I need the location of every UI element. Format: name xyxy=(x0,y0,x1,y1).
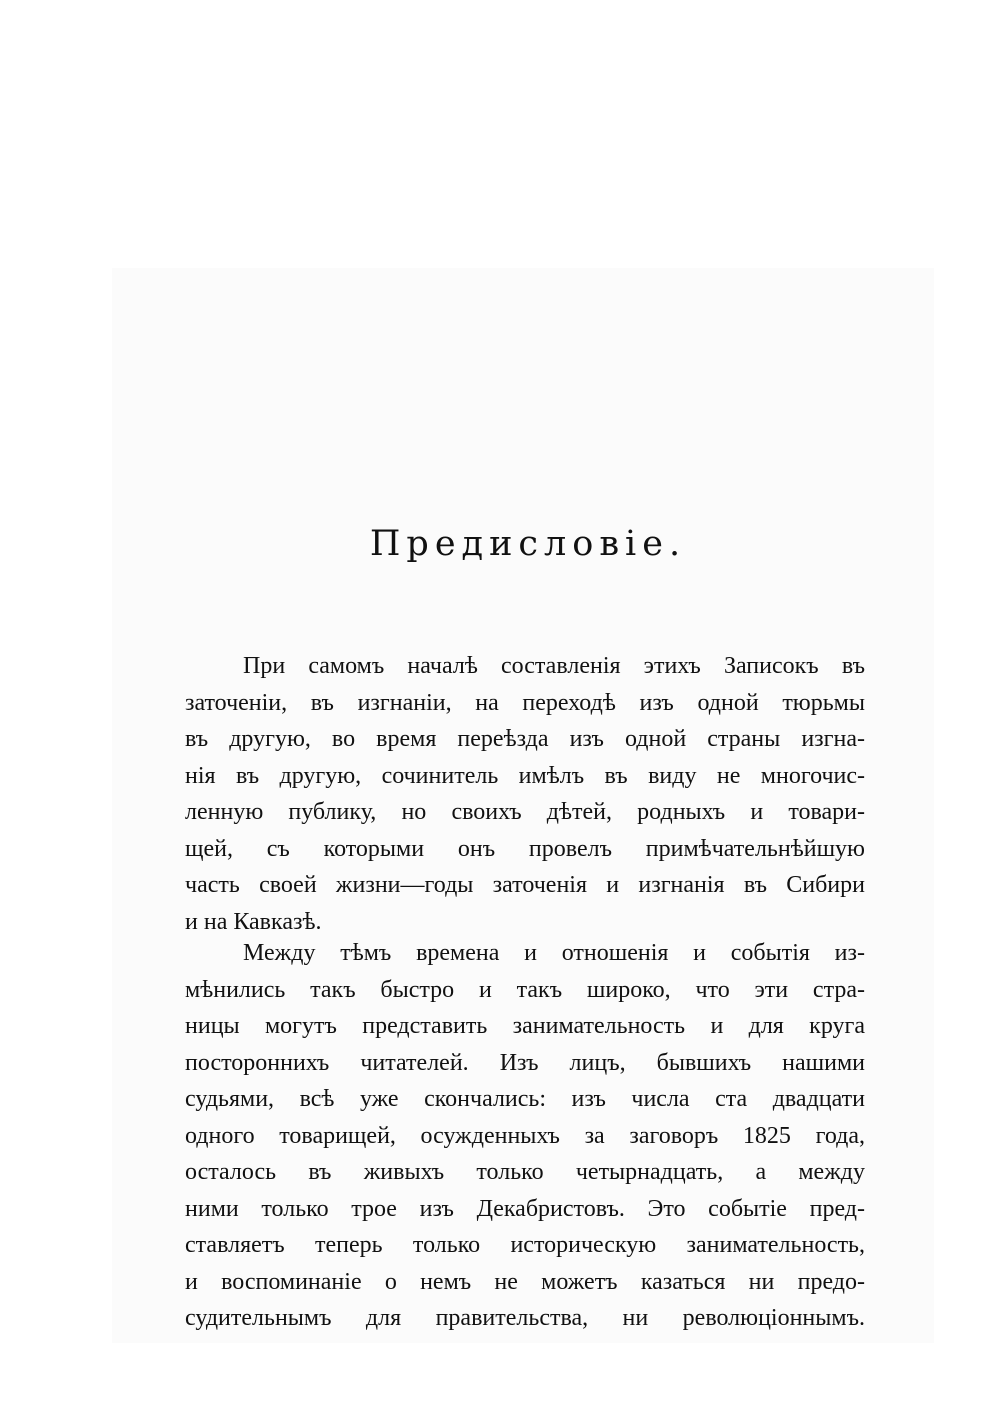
text-line: нія въ другую, сочинитель имѣлъ въ виду не многочис- xyxy=(185,762,865,789)
text-line: ними только трое изъ Декабристовъ. Это событіе пред- xyxy=(185,1195,865,1222)
text-line: и воспоминаніе о немъ не можетъ казаться ни предо- xyxy=(185,1268,865,1295)
text-line: судительнымъ для правительства, ни революціоннымъ. xyxy=(185,1305,865,1331)
text-line: щей, съ которыми онъ провелъ примѣчательнѣйшую xyxy=(185,835,865,862)
text-line: осталось въ живыхъ только четырнадцать, а между xyxy=(185,1159,865,1185)
text-line: ленную публику, но своихъ дѣтей, родныхъ и товари- xyxy=(185,799,865,825)
text-line: въ другую, во время переѣзда изъ одной страны изгна- xyxy=(185,726,865,752)
text-line: Между тѣмъ времена и отношенія и событія из- xyxy=(243,940,865,966)
text-line: судьями, всѣ уже скончались: изъ числа ста двадцати xyxy=(185,1086,865,1112)
text-line: ставляетъ теперь только историческую занимательность, xyxy=(185,1232,865,1258)
text-line: заточеніи, въ изгнаніи, на переходѣ изъ одной тюрьмы xyxy=(185,689,865,716)
text-line: и на Кавказѣ. xyxy=(185,908,322,935)
text-line: При самомъ началѣ составленія этихъ Записокъ въ xyxy=(243,653,865,679)
page-title: Предисловіе. xyxy=(369,524,687,564)
text-line: постороннихъ читателей. Изъ лицъ, бывшихъ нашими xyxy=(185,1049,865,1076)
text-line: одного товарищей, осужденныхъ за заговоръ 1825 года, xyxy=(185,1122,865,1149)
text-line: ницы могутъ представить занимательность и для круга xyxy=(185,1013,865,1039)
paragraph-1 xyxy=(185,648,865,940)
paragraph-2 xyxy=(185,935,865,1337)
text-line: мѣнились такъ быстро и такъ широко, что эти стра- xyxy=(185,976,865,1003)
text-line: часть своей жизни—годы заточенія и изгнанія въ Сибири xyxy=(185,872,865,898)
